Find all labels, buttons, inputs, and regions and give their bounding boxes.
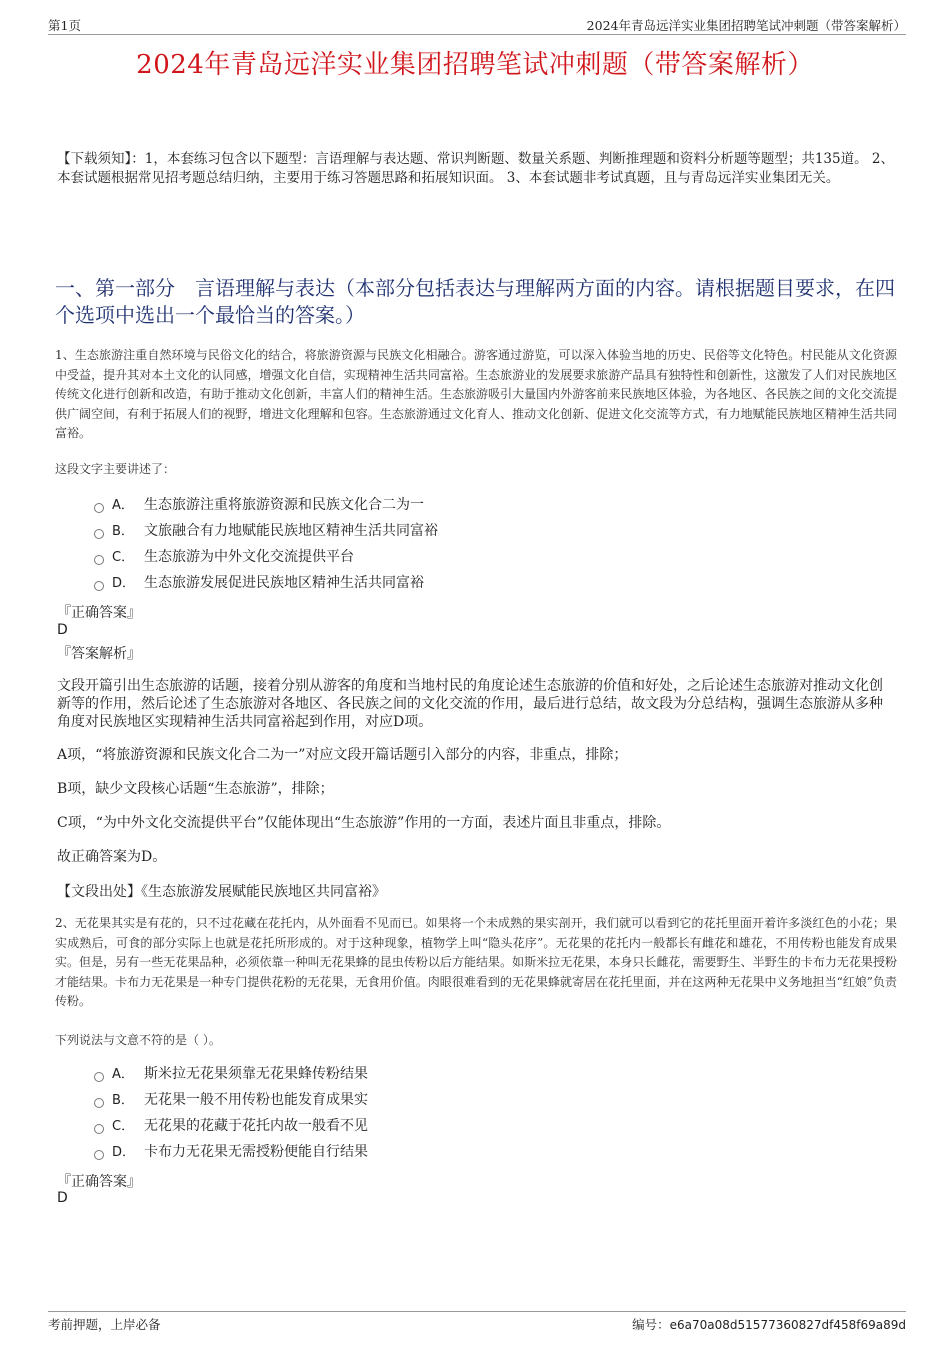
- download-notice: 【下载须知】：1，本套练习包含以下题型：言语理解与表达题、常识判断题、数量关系题、判断推理题和资料分析题等题型；共135道。 2、本套试题根据常见招考题总结归纳，主要用于练习答题思路和拓展知识面。 3、本套试题非考试真题，且与青岛远洋实业集团无关。: [57, 151, 894, 186]
- radio-icon[interactable]: [94, 1098, 104, 1108]
- footer-slogan: 考前押题，上岸必备: [48, 1317, 161, 1332]
- q2-option-d[interactable]: D． 卡布力无花果无需授粉便能自行结果: [94, 1139, 368, 1165]
- q2-answer-label: 『正确答案』: [57, 1174, 141, 1190]
- q1-analysis-main: 文段开篇引出生态旅游的话题，接着分别从游客的角度和当地村民的角度论述生态旅游的价值和好处，之后论述生态旅游对推动文化创新等的作用，然后论述了生态旅游对各地区、各民族之间的文化交流的作用，最后进行总结，故文段为分总结构，强调生态旅游从多种角度对民族地区实现精神生活共同富裕起到作用，对应D项。: [57, 678, 883, 730]
- header-doc-title: 2024年青岛远洋实业集团招聘笔试冲刺题（带答案解析）: [586, 18, 906, 33]
- q1-analysis-c: C项，“为中外文化交流提供平台”仅能体现出“生态旅游”作用的一方面，表述片面且非重点，排除。: [57, 815, 671, 831]
- q1-options: [94, 492, 438, 596]
- q2-passage: 2、无花果其实是有花的，只不过花藏在花托内，从外面看不见而已。如果将一个未成熟的果实剖开，我们就可以看到它的花托里面开着许多淡红色的小花；果实成熟后，可食的部分实际上也就是花托所形成的。对于这种现象，植物学上叫“隐头花序”。无花果的花托内一般都长有雌花和雄花，不用传粉也能发育成果实。但是，另有一些无花果品种，必须依靠一种叫无花果蜂的昆虫传粉以后方能结果。如斯米拉无花果，本身只长雌花，需要野生、半野生的卡布力无花果授粉才能结果。卡布力无花果是一种专门提供花粉的无花果，无食用价值。肉眼很难看到的无花果蜂就寄居在花托里面，并在这两种无花果中义务地担当“红娘”负责传粉。: [55, 916, 897, 1008]
- q1-option-b[interactable]: B． 文旅融合有力地赋能民族地区精神生活共同富裕: [94, 518, 438, 544]
- q2-answer: D: [57, 1190, 68, 1206]
- radio-icon[interactable]: [94, 555, 104, 565]
- q2-options: [94, 1061, 368, 1165]
- q1-answer-label: 『正确答案』: [57, 605, 141, 621]
- q1-analysis-label: 『答案解析』: [57, 646, 141, 662]
- radio-icon[interactable]: [94, 529, 104, 539]
- page-header: [48, 14, 906, 35]
- q2-option-c[interactable]: C． 无花果的花藏于花托内故一般看不见: [94, 1113, 368, 1139]
- q1-analysis-conclusion: 故正确答案为D。: [57, 849, 167, 865]
- q1-option-d[interactable]: D． 生态旅游发展促进民族地区精神生活共同富裕: [94, 570, 438, 596]
- q1-passage: 1、生态旅游注重自然环境与民俗文化的结合，将旅游资源与民族文化相融合。游客通过游览，可以深入体验当地的历史、民俗等文化特色。村民能从文化资源中受益，提升其对本土文化的认同感，增强文化自信，实现精神生活共同富裕。生态旅游业的发展要求旅游产品具有独特性和创新性，这激发了人们对民族地区传统文化进行创新和改造，有助于推动文化创新，丰富人们的精神生活。生态旅游吸引大量国内外游客前来民族地区体验，为各地区、各民族之间的文化交流提供广阔空间，有利于拓展人们的视野，增进文化理解和包容。生态旅游通过文化育人、推动文化创新、促进文化交流等方式，有力地赋能民族地区精神生活共同富裕。: [55, 348, 897, 440]
- q2-stem: 下列说法与文意不符的是（ ）。: [55, 1033, 221, 1047]
- page-footer: [48, 1311, 906, 1332]
- radio-icon[interactable]: [94, 1124, 104, 1134]
- radio-icon[interactable]: [94, 1072, 104, 1082]
- page-number: 第1页: [48, 18, 81, 33]
- q2-option-a[interactable]: A． 斯米拉无花果须靠无花果蜂传粉结果: [94, 1061, 368, 1087]
- footer-serial: 编号：e6a70a08d51577360827df458f69a89d: [632, 1317, 906, 1332]
- q1-option-c[interactable]: C． 生态旅游为中外文化交流提供平台: [94, 544, 438, 570]
- q1-analysis-a: A项，“将旅游资源和民族文化合二为一”对应文段开篇话题引入部分的内容，非重点，排除；: [57, 747, 628, 763]
- section-title: 一、第一部分 言语理解与表达（本部分包括表达与理解两方面的内容。请根据题目要求，在四个选项中选出一个最恰当的答案。）: [55, 276, 895, 327]
- q1-option-a[interactable]: A． 生态旅游注重将旅游资源和民族文化合二为一: [94, 492, 438, 518]
- q2-option-b[interactable]: B． 无花果一般不用传粉也能发育成果实: [94, 1087, 368, 1113]
- radio-icon[interactable]: [94, 503, 104, 513]
- q1-stem: 这段文字主要讲述了：: [55, 462, 176, 476]
- radio-icon[interactable]: [94, 581, 104, 591]
- q1-source: 【文段出处】《生态旅游发展赋能民族地区共同富裕》: [57, 884, 386, 900]
- q1-analysis-b: B项，缺少文段核心话题“生态旅游”，排除；: [57, 781, 334, 797]
- radio-icon[interactable]: [94, 1150, 104, 1160]
- page-title: 2024年青岛远洋实业集团招聘笔试冲刺题（带答案解析）: [136, 50, 814, 80]
- q1-answer: D: [57, 622, 68, 638]
